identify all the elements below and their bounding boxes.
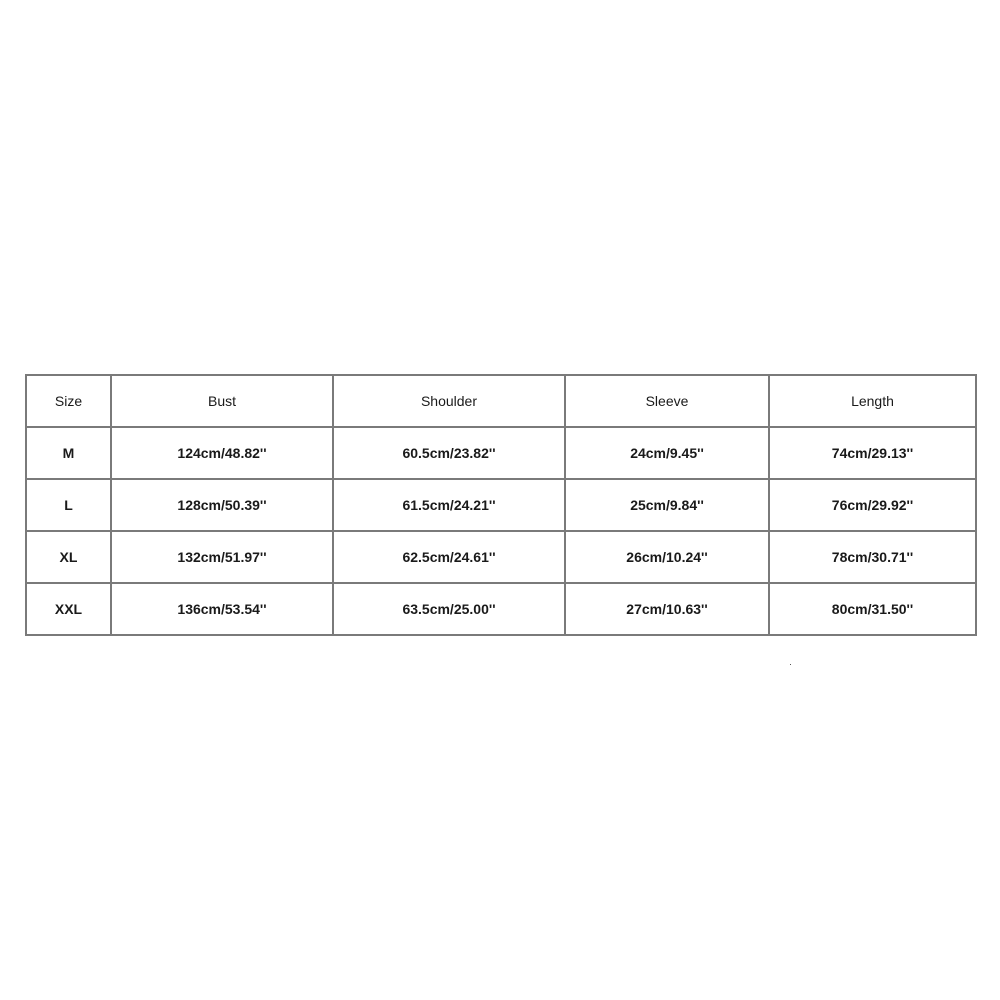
header-bust: Bust — [111, 375, 333, 427]
cell-length: 80cm/31.50'' — [769, 583, 976, 635]
cell-shoulder: 63.5cm/25.00'' — [333, 583, 565, 635]
table-row — [26, 583, 976, 635]
header-length: Length — [769, 375, 976, 427]
table-row — [26, 427, 976, 479]
size-chart-table — [25, 374, 977, 636]
header-sleeve: Sleeve — [565, 375, 769, 427]
cell-sleeve: 25cm/9.84'' — [565, 479, 769, 531]
cell-bust: 124cm/48.82'' — [111, 427, 333, 479]
cell-size: XL — [26, 531, 111, 583]
cell-bust: 132cm/51.97'' — [111, 531, 333, 583]
table-row — [26, 479, 976, 531]
cell-shoulder: 62.5cm/24.61'' — [333, 531, 565, 583]
table-row — [26, 531, 976, 583]
cell-length: 74cm/29.13'' — [769, 427, 976, 479]
stray-dot — [790, 664, 791, 665]
cell-bust: 136cm/53.54'' — [111, 583, 333, 635]
cell-shoulder: 60.5cm/23.82'' — [333, 427, 565, 479]
cell-length: 78cm/30.71'' — [769, 531, 976, 583]
cell-sleeve: 26cm/10.24'' — [565, 531, 769, 583]
cell-length: 76cm/29.92'' — [769, 479, 976, 531]
cell-size: L — [26, 479, 111, 531]
cell-bust: 128cm/50.39'' — [111, 479, 333, 531]
table-header-row — [26, 375, 976, 427]
cell-size: XXL — [26, 583, 111, 635]
cell-sleeve: 27cm/10.63'' — [565, 583, 769, 635]
cell-sleeve: 24cm/9.45'' — [565, 427, 769, 479]
cell-shoulder: 61.5cm/24.21'' — [333, 479, 565, 531]
cell-size: M — [26, 427, 111, 479]
header-shoulder: Shoulder — [333, 375, 565, 427]
header-size: Size — [26, 375, 111, 427]
